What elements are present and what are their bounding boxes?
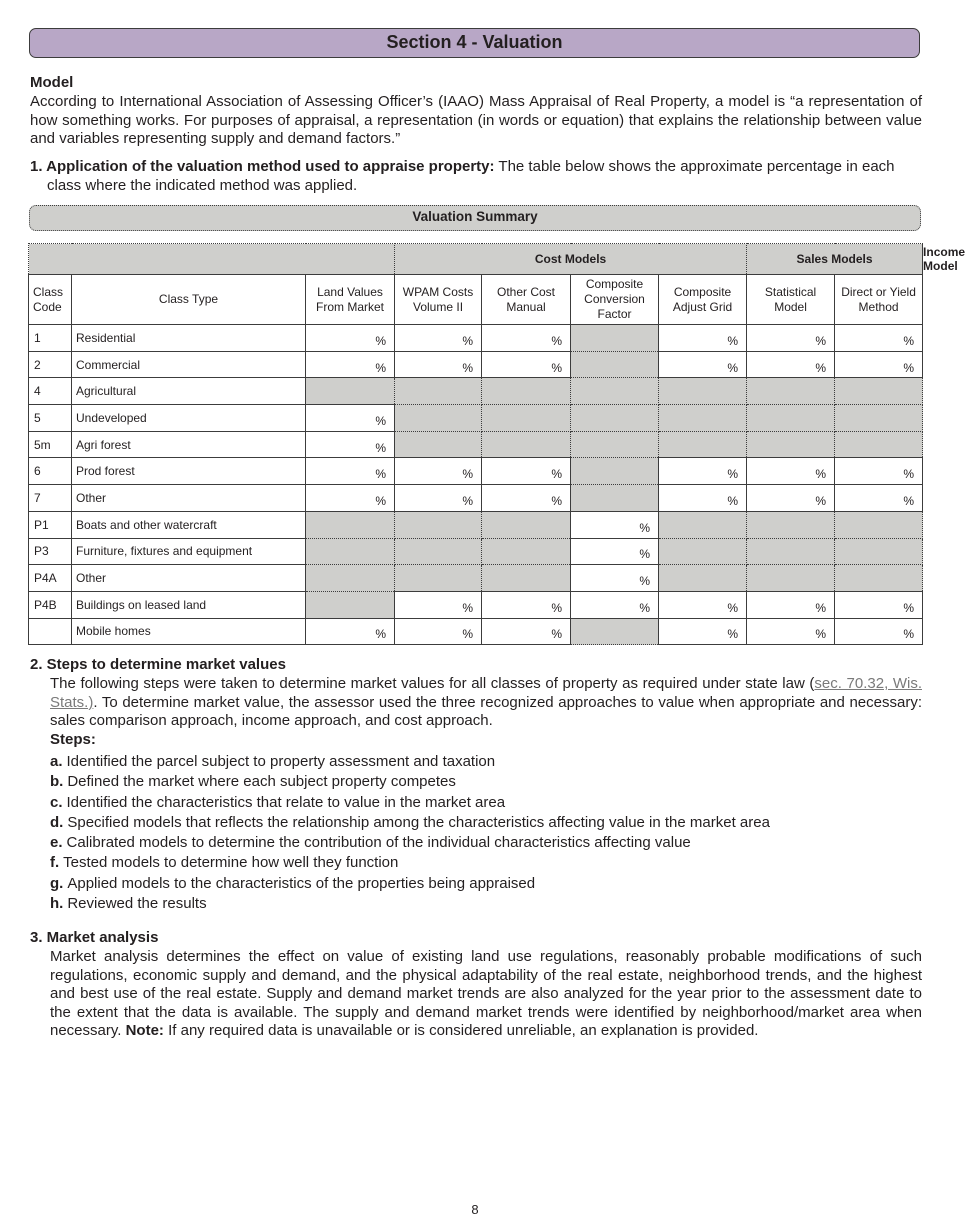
- item-3-text: Market analysis determines the effect on value of existing land use regulations, reasonably probable modifications of such regulations, economic supply and demand, and the physical adaptability of the real estate, neighborhood trends, and the highest and best use of the real estate. Supply and demand market trends are also analyzed for the year prior to the assessment date to the extent that the data is available. The supply and demand market trends were identified by neighborhood/market area when necessary.: [50, 948, 922, 1040]
- col-composite-conversion: Composite Conversion Factor: [571, 275, 659, 325]
- statistical-model-shaded-cell: [747, 405, 835, 432]
- statistical-model-percent-cell[interactable]: %: [747, 458, 835, 485]
- table-row: [29, 538, 923, 565]
- class-type-cell: Commercial: [72, 351, 306, 378]
- step-letter: h.: [50, 895, 64, 913]
- statistical-model-shaded-cell: [747, 431, 835, 458]
- composite-adjust-percent-cell[interactable]: %: [659, 591, 747, 618]
- step-text: Specified models that reflects the relationship among the characteristics affecting value in the market area: [67, 813, 770, 831]
- table-row: [29, 458, 923, 485]
- composite-conversion-shaded-cell: [571, 351, 659, 378]
- other-cost-percent-cell[interactable]: %: [482, 325, 571, 352]
- col-direct-yield: Direct or Yield Method: [835, 275, 923, 325]
- composite-conversion-percent-cell[interactable]: %: [571, 565, 659, 592]
- other-cost-percent-cell[interactable]: %: [482, 618, 571, 645]
- class-type-cell: Other: [72, 485, 306, 512]
- class-code-cell: P4B: [29, 591, 72, 618]
- statistical-model-shaded-cell: [747, 538, 835, 565]
- step-text: Defined the market where each subject property competes: [67, 773, 456, 791]
- statistical-model-percent-cell[interactable]: %: [747, 351, 835, 378]
- direct-yield-shaded-cell: [835, 511, 923, 538]
- composite-conversion-shaded-cell: [571, 458, 659, 485]
- table-row: [29, 591, 923, 618]
- wpam-percent-cell[interactable]: %: [395, 458, 482, 485]
- class-type-cell: Mobile homes: [72, 618, 306, 645]
- page-number: 8: [471, 1202, 479, 1217]
- steps-label: Steps:: [50, 731, 96, 748]
- statistical-model-shaded-cell: [747, 565, 835, 592]
- table-row: [29, 431, 923, 458]
- class-code-cell: P3: [29, 538, 72, 565]
- step-item: [50, 874, 770, 894]
- step-letter: d.: [50, 813, 64, 831]
- step-item: [50, 793, 770, 813]
- statistical-model-percent-cell[interactable]: %: [747, 591, 835, 618]
- step-letter: f.: [50, 854, 60, 872]
- class-code-cell: 5m: [29, 431, 72, 458]
- step-text: Identified the parcel subject to property assessment and taxation: [66, 753, 496, 770]
- step-item: [50, 752, 770, 772]
- step-text: Reviewed the results: [67, 895, 207, 913]
- wpam-shaded-cell: [395, 565, 482, 592]
- class-type-cell: Buildings on leased land: [72, 591, 306, 618]
- step-item: [50, 813, 770, 833]
- class-type-cell: Prod forest: [72, 458, 306, 485]
- class-code-cell: P4A: [29, 565, 72, 592]
- wpam-percent-cell[interactable]: %: [395, 485, 482, 512]
- note-text: If any required data is unavailable or is considered unreliable, an explanation is provided.: [168, 1022, 759, 1040]
- step-item: [50, 853, 770, 873]
- col-other-cost: Other Cost Manual: [482, 275, 571, 325]
- step-letter: e.: [50, 834, 63, 852]
- table-row: [29, 405, 923, 432]
- table-row: [29, 485, 923, 512]
- other-cost-percent-cell[interactable]: %: [482, 485, 571, 512]
- class-code-cell: 6: [29, 458, 72, 485]
- direct-yield-shaded-cell: [835, 405, 923, 432]
- statistical-model-shaded-cell: [747, 511, 835, 538]
- wpam-percent-cell[interactable]: %: [395, 325, 482, 352]
- class-code-cell: 1: [29, 325, 72, 352]
- other-cost-percent-cell[interactable]: %: [482, 351, 571, 378]
- land-values-shaded-cell: [306, 591, 395, 618]
- land-values-percent-cell[interactable]: %: [306, 485, 395, 512]
- composite-adjust-percent-cell[interactable]: %: [659, 458, 747, 485]
- col-land-values: Land Values From Market: [306, 275, 395, 325]
- composite-adjust-shaded-cell: [659, 378, 747, 405]
- model-paragraph: According to International Association of Assessing Officer’s (IAAO) Mass Appraisal of Real Property, a model is “a representation of how something works. For purposes of appraisal, a representation (in words or equation) that explains the relationship between value and variables representing supply and demand factors.”: [30, 93, 922, 148]
- note-label: Note:: [125, 1022, 164, 1040]
- table-column-header-row: [29, 275, 923, 325]
- composite-conversion-shaded-cell: [571, 405, 659, 432]
- step-text: Applied models to the characteristics of the properties being appraised: [67, 874, 536, 892]
- class-type-cell: Undeveloped: [72, 405, 306, 432]
- wpam-percent-cell[interactable]: %: [395, 591, 482, 618]
- direct-yield-percent-cell[interactable]: %: [835, 325, 923, 352]
- wpam-shaded-cell: [395, 538, 482, 565]
- step-item: [50, 894, 770, 914]
- table-row: [29, 378, 923, 405]
- class-type-cell: Residential: [72, 325, 306, 352]
- composite-conversion-percent-cell[interactable]: %: [571, 538, 659, 565]
- direct-yield-shaded-cell: [835, 538, 923, 565]
- class-code-cell: 5: [29, 405, 72, 432]
- statistical-model-percent-cell[interactable]: %: [747, 618, 835, 645]
- class-code-cell: 4: [29, 378, 72, 405]
- land-values-shaded-cell: [306, 378, 395, 405]
- composite-adjust-shaded-cell: [659, 431, 747, 458]
- class-code-cell: P1: [29, 511, 72, 538]
- composite-adjust-shaded-cell: [659, 405, 747, 432]
- land-values-percent-cell[interactable]: %: [306, 325, 395, 352]
- valuation-summary-title: Valuation Summary: [29, 205, 921, 231]
- model-heading: Model: [30, 74, 74, 91]
- wpam-shaded-cell: [395, 378, 482, 405]
- wpam-percent-cell[interactable]: %: [395, 351, 482, 378]
- statistical-model-percent-cell[interactable]: %: [747, 325, 835, 352]
- step-item: [50, 833, 770, 853]
- item-1-application: [30, 158, 922, 195]
- other-cost-shaded-cell: [482, 511, 571, 538]
- statute-link[interactable]: sec. 70.32, Wis. Stats.): [50, 675, 922, 711]
- class-code-cell: 2: [29, 351, 72, 378]
- direct-yield-percent-cell[interactable]: %: [835, 351, 923, 378]
- step-letter: c.: [50, 793, 63, 811]
- composite-adjust-percent-cell[interactable]: %: [659, 351, 747, 378]
- steps-list: [50, 752, 770, 914]
- direct-yield-percent-cell[interactable]: %: [835, 485, 923, 512]
- direct-yield-shaded-cell: [835, 565, 923, 592]
- composite-conversion-shaded-cell: [571, 485, 659, 512]
- statistical-model-percent-cell[interactable]: %: [747, 485, 835, 512]
- table-row: [29, 565, 923, 592]
- class-type-cell: Other: [72, 565, 306, 592]
- composite-adjust-percent-cell[interactable]: %: [659, 325, 747, 352]
- composite-adjust-shaded-cell: [659, 565, 747, 592]
- table-group-header-row: Cost Models Sales Models Income Model: [29, 244, 923, 275]
- col-class-code: Class Code: [29, 275, 72, 325]
- land-values-percent-cell[interactable]: %: [306, 431, 395, 458]
- item-1-text-a: The table below shows the approximate percentage in each: [498, 158, 895, 175]
- direct-yield-percent-cell[interactable]: %: [835, 618, 923, 645]
- land-values-shaded-cell: [306, 511, 395, 538]
- col-class-type: Class Type: [72, 275, 306, 325]
- step-letter: g.: [50, 874, 64, 892]
- other-cost-shaded-cell: [482, 431, 571, 458]
- class-type-cell: Agri forest: [72, 431, 306, 458]
- wpam-percent-cell[interactable]: %: [395, 618, 482, 645]
- land-values-percent-cell[interactable]: %: [306, 405, 395, 432]
- group-cost-models: Cost Models: [395, 244, 747, 275]
- table-row: [29, 325, 923, 352]
- land-values-percent-cell[interactable]: %: [306, 351, 395, 378]
- composite-conversion-percent-cell[interactable]: %: [571, 511, 659, 538]
- composite-adjust-shaded-cell: [659, 511, 747, 538]
- class-code-cell: 7: [29, 485, 72, 512]
- step-text: Calibrated models to determine the contribution of the individual characteristics affecting value: [66, 834, 691, 852]
- other-cost-shaded-cell: [482, 565, 571, 592]
- wpam-shaded-cell: [395, 511, 482, 538]
- item-2-text-before-link: The following steps were taken to determine market values for all classes of property as required under state law (: [50, 675, 815, 692]
- step-item: [50, 772, 770, 792]
- section-title: Section 4 - Valuation: [29, 28, 920, 58]
- class-type-cell: Agricultural: [72, 378, 306, 405]
- item-2-paragraph: [50, 675, 922, 731]
- item-1-heading-text: Application of the valuation method used to appraise property:: [46, 158, 495, 175]
- composite-adjust-percent-cell[interactable]: %: [659, 485, 747, 512]
- col-statistical-model: Statistical Model: [747, 275, 835, 325]
- class-code-cell: [29, 618, 72, 645]
- step-text: Identified the characteristics that relate to value in the market area: [66, 793, 506, 811]
- composite-adjust-shaded-cell: [659, 538, 747, 565]
- table-row: [29, 351, 923, 378]
- other-cost-percent-cell[interactable]: %: [482, 591, 571, 618]
- step-text: Tested models to determine how well they function: [63, 854, 399, 872]
- composite-adjust-percent-cell[interactable]: %: [659, 618, 747, 645]
- item-3-heading: 3. Market analysis: [30, 929, 159, 946]
- wpam-shaded-cell: [395, 431, 482, 458]
- class-type-cell: Furniture, fixtures and equipment: [72, 538, 306, 565]
- direct-yield-percent-cell[interactable]: %: [835, 458, 923, 485]
- land-values-percent-cell[interactable]: %: [306, 458, 395, 485]
- other-cost-percent-cell[interactable]: %: [482, 458, 571, 485]
- valuation-summary-table: [28, 243, 965, 645]
- other-cost-shaded-cell: [482, 405, 571, 432]
- composite-conversion-shaded-cell: [571, 431, 659, 458]
- class-type-cell: Boats and other watercraft: [72, 511, 306, 538]
- item-3-paragraph: [50, 948, 922, 1041]
- direct-yield-shaded-cell: [835, 378, 923, 405]
- wpam-shaded-cell: [395, 405, 482, 432]
- other-cost-shaded-cell: [482, 538, 571, 565]
- item-1-heading: [30, 158, 495, 175]
- group-blank-cell: [29, 244, 395, 275]
- composite-conversion-percent-cell[interactable]: %: [571, 591, 659, 618]
- composite-conversion-shaded-cell: [571, 618, 659, 645]
- step-letter: b.: [50, 773, 64, 791]
- col-wpam: WPAM Costs Volume II: [395, 275, 482, 325]
- table-row: [29, 511, 923, 538]
- land-values-percent-cell[interactable]: %: [306, 618, 395, 645]
- direct-yield-percent-cell[interactable]: %: [835, 591, 923, 618]
- item-1-text-b: class where the indicated method was applied.: [47, 176, 358, 194]
- item-1-number: 1.: [30, 158, 43, 175]
- item-2-text-after-link: . To determine market value, the assessor used the three recognized approaches to value when appropriate and necessary: sales comparison approach, income approach, and cost approach.: [50, 693, 922, 730]
- land-values-shaded-cell: [306, 565, 395, 592]
- direct-yield-shaded-cell: [835, 431, 923, 458]
- composite-conversion-shaded-cell: [571, 378, 659, 405]
- composite-conversion-shaded-cell: [571, 325, 659, 352]
- step-letter: a.: [50, 753, 63, 770]
- table-row: [29, 618, 923, 645]
- col-composite-adjust: Composite Adjust Grid: [659, 275, 747, 325]
- statistical-model-shaded-cell: [747, 378, 835, 405]
- other-cost-shaded-cell: [482, 378, 571, 405]
- land-values-shaded-cell: [306, 538, 395, 565]
- item-2-heading: 2. Steps to determine market values: [30, 656, 286, 673]
- group-sales-models: Sales Models: [747, 244, 923, 275]
